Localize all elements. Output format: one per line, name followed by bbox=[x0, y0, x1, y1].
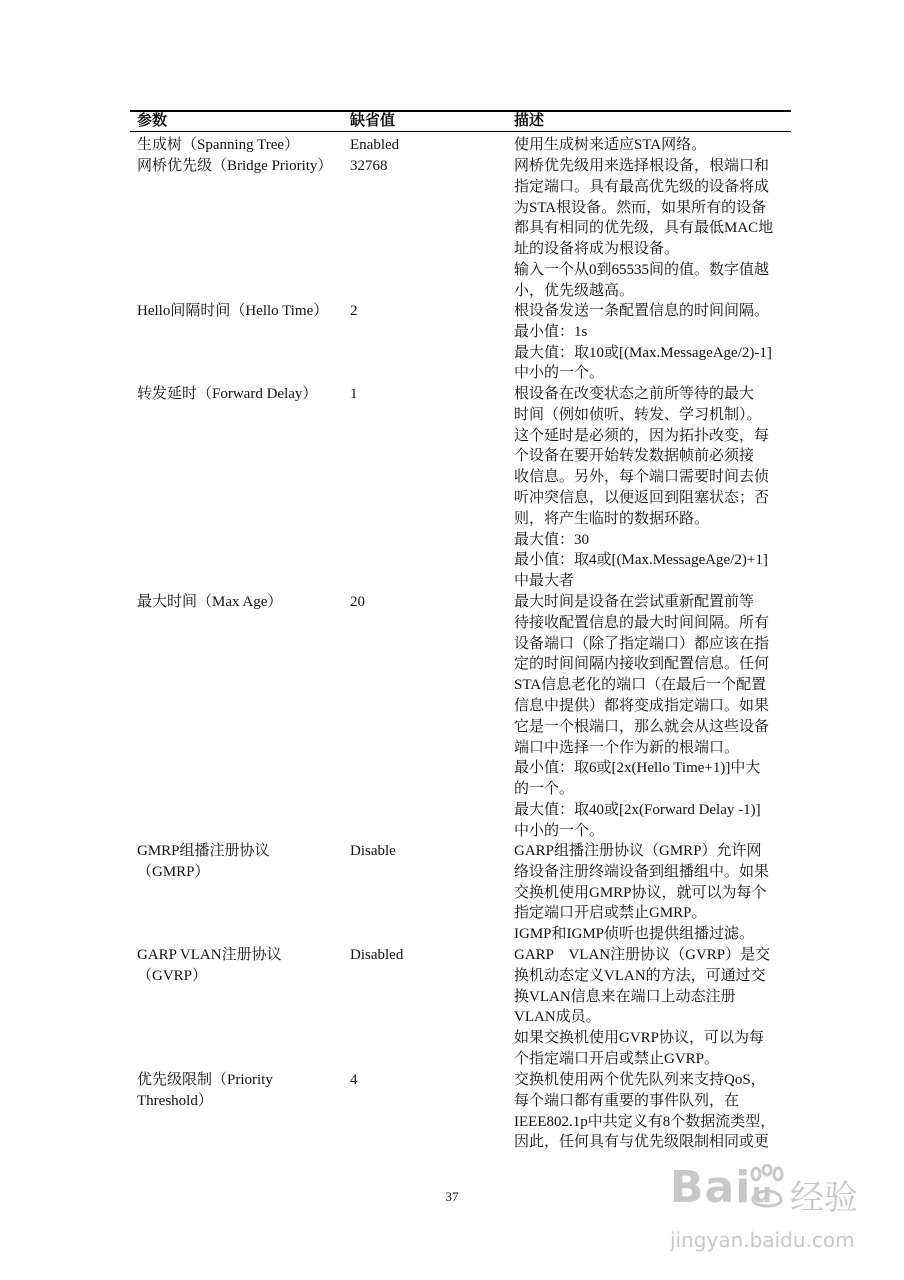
row-forward-delay-param: 转发延时（Forward Delay） bbox=[137, 386, 318, 402]
watermark-url: jingyan.baidu.com bbox=[670, 1228, 855, 1252]
row-hello-time-desc: 根设备发送一条配置信息的时间间隔。 最小值：1s 最大值：取10或[(Max.MessageAge/2)-1] 中小的一个。 bbox=[514, 303, 772, 382]
row-priority-threshold-desc: 交换机使用两个优先队列来支持QoS， 每个端口都有重要的事件队列，在 IEEE802.1p中共定义有8个数据流类型， 因此，任何具有与优先级限制相同或更 bbox=[514, 1072, 776, 1151]
row-gmrp-default: Disable bbox=[350, 843, 396, 859]
row-gmrp-param: GMRP组播注册协议 （GMRP） bbox=[137, 843, 270, 880]
row-gvrp-desc: GARP VLAN注册协议（GVRP）是交 换机动态定义VLAN的方法，可通过交 换VLAN信息来在端口上动态注册 VLAN成员。 如果交换机使用GVRP协议，可以为每 个指定端口开启或禁止GVRP。 bbox=[514, 947, 771, 1067]
row-bridge-priority-default: 32768 bbox=[350, 158, 388, 174]
row-gvrp-param: GARP VLAN注册协议 （GVRP） bbox=[137, 947, 282, 984]
row-spanning-tree-param: 生成树（Spanning Tree） bbox=[137, 137, 300, 153]
row-spanning-tree-default: Enabled bbox=[350, 137, 400, 153]
row-spanning-tree-desc: 使用生成树来适应STA网络。 bbox=[514, 137, 707, 153]
row-bridge-priority-desc: 网桥优先级用来选择根设备，根端口和 指定端口。具有最高优先级的设备将成 为STA根设备。然而，如果所有的设备 都具有相同的优先级，具有最低MAC地 址的设备将成为根设备。 输入一个从0到65535间的值。数字值越 小，优先级越高。 bbox=[514, 158, 774, 299]
row-gvrp-default: Disabled bbox=[350, 947, 404, 963]
header-param: 参数 bbox=[137, 113, 168, 129]
row-bridge-priority-param: 网桥优先级（Bridge Priority） bbox=[137, 158, 333, 174]
row-hello-time-default: 2 bbox=[350, 303, 358, 319]
row-max-age-default: 20 bbox=[350, 594, 365, 610]
watermark-brand: 经验 bbox=[790, 1178, 858, 1218]
watermark-logo-tail: u bbox=[752, 1176, 773, 1209]
header-default: 缺省值 bbox=[350, 113, 396, 129]
row-forward-delay-desc: 根设备在改变状态之前所等待的最大 时间（例如侦听、转发、学习机制）。 这个延时是必须的，因为拓扑改变，每 个设备在要开始转发数据帧前必须接 收信息。另外，每个端口需要时间去侦 听冲突信息，以便返回到阻塞状态；否 则，将产生临时的数据环路。 最大值：30 最小值：取4或[(Max.MessageAge/2)+1] 中最大者 bbox=[514, 386, 770, 590]
baidu-jingyan-watermark bbox=[640, 1152, 880, 1268]
row-gmrp-desc: GARP组播注册协议（GMRP）允许网 络设备注册终端设备到组播组中。如果 交换机使用GMRP协议，就可以为每个 指定端口开启或禁止GMRP。 IGMP和IGMP侦听也提供组播过滤。 bbox=[514, 843, 770, 943]
watermark-logo-text: Bai bbox=[670, 1162, 752, 1213]
header-description: 描述 bbox=[514, 113, 545, 129]
row-max-age-param: 最大时间（Max Age） bbox=[137, 594, 283, 610]
page-number: 37 bbox=[445, 1189, 459, 1204]
row-priority-threshold-param: 优先级限制（Priority Threshold） bbox=[137, 1072, 273, 1109]
row-max-age-desc: 最大时间是设备在尝试重新配置前等 待接收配置信息的最大时间间隔。所有 设备端口（除了指定端口）都应该在指 定的时间间隔内接收到配置信息。任何 STA信息老化的端口（在最后一个配置 信息中提供）都将变成指定端口。如果 它是一个根端口，那么就会从这些设备 端口中选择一个作为新的根端口。 最小值：取6或[2x(Hello Time+1)]中大 的一个。 最大值：取40或[2x(Forward Delay -1)] 中小的一个。 bbox=[514, 594, 770, 839]
row-forward-delay-default: 1 bbox=[350, 386, 358, 402]
row-hello-time-param: Hello间隔时间（Hello Time） bbox=[137, 303, 329, 319]
table-header-rule bbox=[130, 131, 791, 132]
table-top-rule bbox=[130, 110, 791, 112]
row-priority-threshold-default: 4 bbox=[350, 1072, 358, 1088]
